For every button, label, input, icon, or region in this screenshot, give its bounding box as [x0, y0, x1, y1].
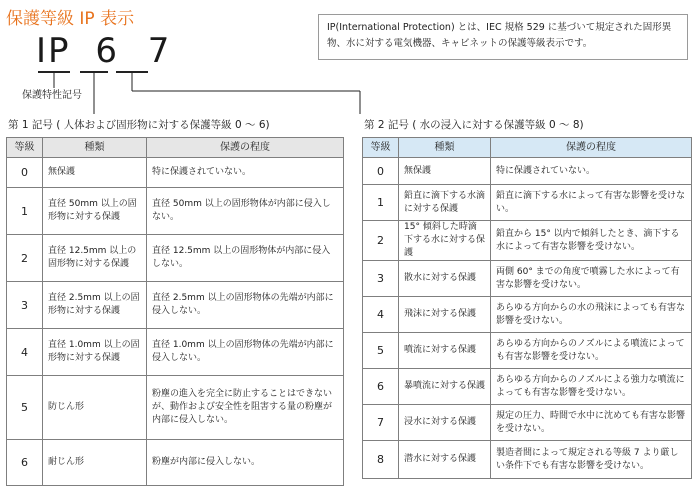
table-row [7, 235, 344, 282]
level-cell: 5 [363, 333, 399, 369]
level-cell: 6 [7, 440, 43, 486]
level-cell: 4 [7, 329, 43, 376]
table-row [363, 185, 692, 221]
table-row [7, 282, 344, 329]
degree-cell: 両側 60° までの角度で噴霧した水によって有害な影響を受けない。 [491, 261, 692, 297]
degree-cell: あらゆる方向からの水の飛沫によっても有害な影響を受けない。 [491, 297, 692, 333]
degree-cell: 製造者間によって規定される等級 7 より厳しい条件下でも有害な影響を受けない。 [491, 441, 692, 479]
table-row [7, 440, 344, 486]
type-cell: 噴流に対する保護 [399, 333, 491, 369]
table-row [363, 405, 692, 441]
header-degree: 保護の程度 [491, 138, 692, 158]
type-cell: 鉛直に滴下する水滴に対する保護 [399, 185, 491, 221]
level-cell: 6 [363, 369, 399, 405]
degree-cell: 鉛直から 15° 以内で傾斜したとき、滴下する水によって有害な影響を受けない。 [491, 221, 692, 261]
type-cell: 散水に対する保護 [399, 261, 491, 297]
table-row [363, 158, 692, 185]
header-type: 種類 [399, 138, 491, 158]
table-row [363, 261, 692, 297]
degree-cell: 特に保護されていない。 [491, 158, 692, 185]
level-cell: 2 [7, 235, 43, 282]
level-cell: 3 [7, 282, 43, 329]
table-row [363, 441, 692, 479]
ip-second-digit: 7 [147, 31, 172, 71]
degree-cell: 特に保護されていない。 [147, 158, 344, 188]
level-cell: 1 [7, 188, 43, 235]
solid-protection-table [6, 137, 344, 486]
type-cell: 無保護 [399, 158, 491, 185]
degree-cell: 規定の圧力、時間で水中に沈めても有害な影響を受けない。 [491, 405, 692, 441]
table-row [7, 329, 344, 376]
degree-cell: 粉塵の進入を完全に防止することはできないが、動作および安全性を阻害する量の粉塵が内部に侵入しない。 [147, 376, 344, 440]
level-cell: 5 [7, 376, 43, 440]
degree-cell: 粉塵が内部に侵入しない。 [147, 440, 344, 486]
type-cell: 飛沫に対する保護 [399, 297, 491, 333]
header-type: 種類 [43, 138, 147, 158]
type-cell: 15° 傾斜した時滴下する水に対する保護 [399, 221, 491, 261]
type-cell: 直径 1.0mm 以上の固形物に対する保護 [43, 329, 147, 376]
level-cell: 2 [363, 221, 399, 261]
description-box: IP(International Protection) とは、IEC 規格 529 に基づいて規定された固形異物、水に対する電気機器、キャビネットの保護等級表示です。 [318, 14, 688, 60]
type-cell: 耐じん形 [43, 440, 147, 486]
level-cell: 0 [7, 158, 43, 188]
degree-cell: 鉛直に滴下する水によって有害な影響を受けない。 [491, 185, 692, 221]
degree-cell: 直径 1.0mm 以上の固形物体の先端が内部に侵入しない。 [147, 329, 344, 376]
level-cell: 3 [363, 261, 399, 297]
degree-cell: 直径 12.5mm 以上の固形物体が内部に侵入しない。 [147, 235, 344, 282]
type-cell: 防じん形 [43, 376, 147, 440]
level-cell: 0 [363, 158, 399, 185]
header-level: 等級 [363, 138, 399, 158]
type-cell: 直径 50mm 以上の固形物に対する保護 [43, 188, 147, 235]
level-cell: 1 [363, 185, 399, 221]
protection-code-label: 保護特性記号 [22, 90, 82, 101]
table-row [363, 369, 692, 405]
header-degree: 保護の程度 [147, 138, 344, 158]
table-row [363, 297, 692, 333]
table-row [7, 188, 344, 235]
table1-title: 第 1 記号 ( 人体および固形物に対する保護等級 0 ～ 6) [8, 119, 270, 131]
level-cell: 4 [363, 297, 399, 333]
ip-first-digit: 6 [95, 31, 119, 71]
header-level: 等級 [7, 138, 43, 158]
ip-prefix: IP [36, 31, 71, 71]
degree-cell: 直径 50mm 以上の固形物体が内部に侵入しない。 [147, 188, 344, 235]
degree-cell: あらゆる方向からのノズルによる噴流によっても有害な影響を受けない。 [491, 333, 692, 369]
type-cell: 暴噴流に対する保護 [399, 369, 491, 405]
table-row [363, 333, 692, 369]
page-title: 保護等級 IP 表示 [6, 9, 135, 29]
type-cell: 直径 2.5mm 以上の固形物に対する保護 [43, 282, 147, 329]
type-cell: 直径 12.5mm 以上の固形物に対する保護 [43, 235, 147, 282]
level-cell: 8 [363, 441, 399, 479]
table-row [7, 376, 344, 440]
water-protection-table [362, 137, 692, 479]
table-row [7, 158, 344, 188]
type-cell: 浸水に対する保護 [399, 405, 491, 441]
type-cell: 無保護 [43, 158, 147, 188]
level-cell: 7 [363, 405, 399, 441]
type-cell: 潜水に対する保護 [399, 441, 491, 479]
table2-title: 第 2 記号 ( 水の浸入に対する保護等級 0 ～ 8) [364, 119, 584, 131]
table-row [363, 221, 692, 261]
degree-cell: 直径 2.5mm 以上の固形物体の先端が内部に侵入しない。 [147, 282, 344, 329]
degree-cell: あらゆる方向からのノズルによる強力な噴流によっても有害な影響を受けない。 [491, 369, 692, 405]
